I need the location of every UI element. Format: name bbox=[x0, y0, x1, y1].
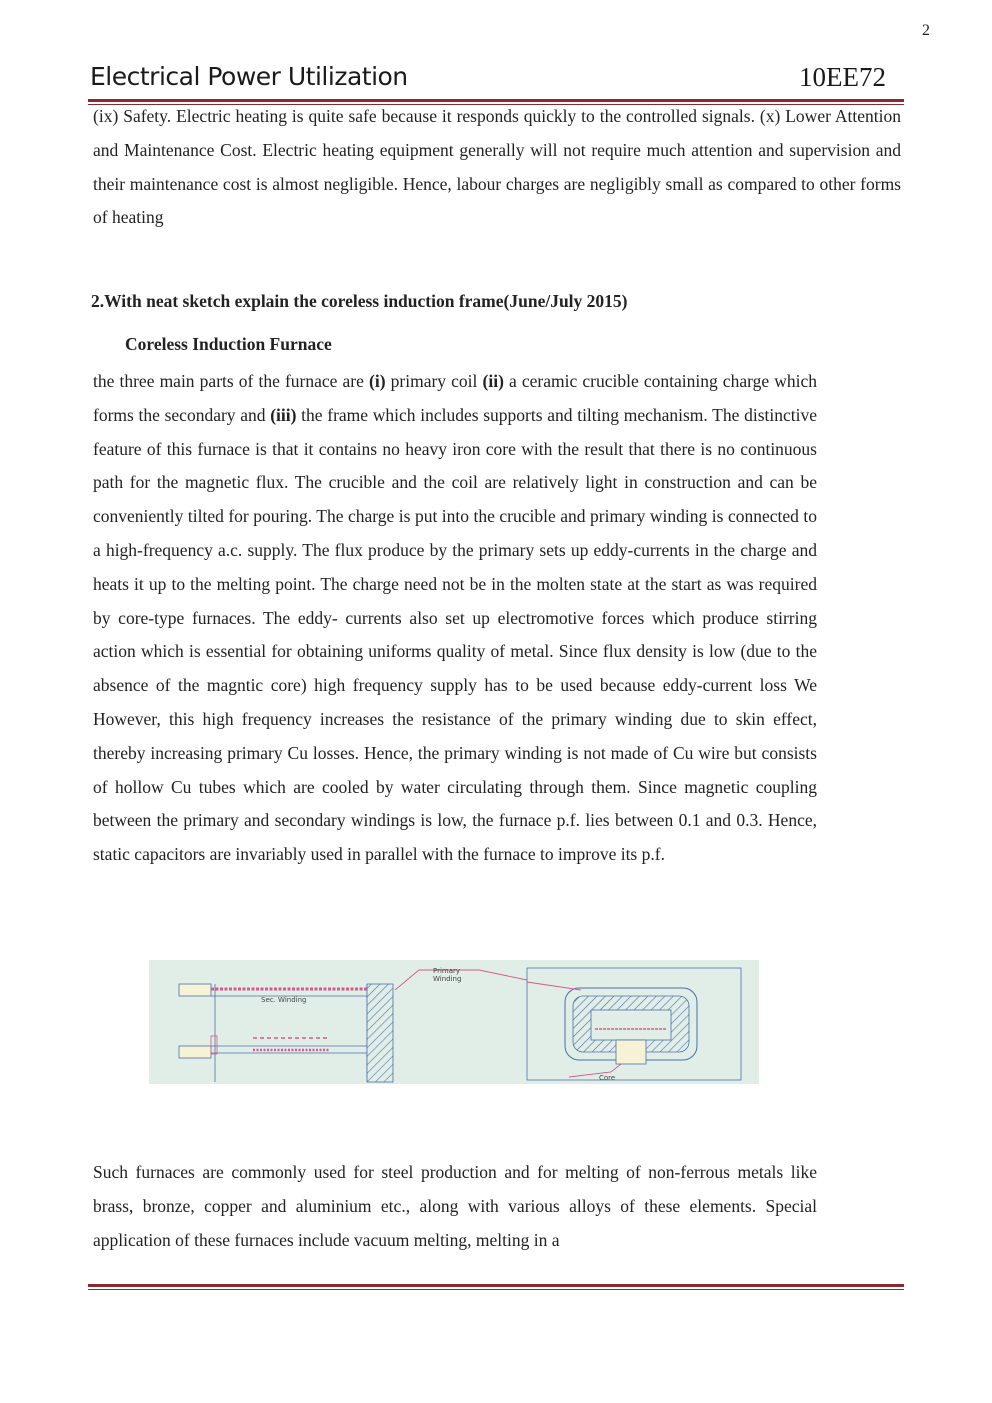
header-title: Electrical Power Utilization bbox=[90, 62, 408, 91]
footer-divider bbox=[88, 1284, 904, 1290]
sec-winding-label: Sec. Winding bbox=[261, 996, 307, 1004]
body-text: the frame which includes supports and tilting mechanism. The distinctive feature of this furnace is that it contains no heavy iron core with the result that there is no continuous path for the magnetic flux. The crucible and the coil are relatively light in construction and can be conveniently tilted for pouring. The charge is put into the crucible and primary winding is connected to a high-frequency a.c. supply. The flux produce by the primary sets up eddy-currents in the charge and heats it up to the melting point. The charge need not be in the molten state at the start as was required by core-type furnaces. The eddy- currents also set up electromotive forces which produce stirring action which is essential for obtaining uniforms quality of metal. Since flux density is low (due to the absence of the magntic core) high frequency supply has to be used because eddy-current loss We However, this high frequency increases the resistance of the primary winding due to skin effect, thereby increasing primary Cu losses. Hence, the primary winding is not made of Cu wire but consists of hollow Cu tubes which are cooled by water circulating through them. Since magnetic coupling between the primary and secondary windings is low, the furnace p.f. lies between 0.1 and 0.3. Hence, static capacitors are invariably used in parallel with the furnace to improve its p.f. bbox=[93, 404, 817, 865]
body-paragraph bbox=[93, 365, 817, 872]
top-terminal bbox=[179, 984, 211, 996]
furnace-sketch bbox=[149, 960, 759, 1084]
part-marker: (iii) bbox=[270, 404, 297, 425]
closing-paragraph: Such furnaces are commonly used for steel production and for melting of non-ferrous metals like brass, bronze, copper and aluminium etc., along with various alloys of these elements. Special application of these furnaces include vacuum melting, melting in a bbox=[93, 1162, 817, 1250]
core-block bbox=[616, 1040, 646, 1064]
body-text: a ceramic crucible containing charge which forms the secondary and bbox=[93, 371, 818, 425]
section-title: Coreless Induction Furnace bbox=[125, 334, 332, 354]
body-text: the three main parts of the furnace are bbox=[93, 371, 370, 391]
body-text: primary coil bbox=[385, 371, 483, 391]
question-heading: 2.With neat sketch explain the coreless induction frame(June/July 2015) bbox=[91, 291, 628, 311]
primary-label: Primary bbox=[433, 967, 461, 975]
intro-paragraph: (ix) Safety. Electric heating is quite safe because it responds quickly to the controlled signals. (x) Lower Attention and Maintenance Cost. Electric heating equipment generally will not require much attention and supervision and their maintenance cost is almost negligible. Hence, labour charges are negligibly small as compared to other forms of heating bbox=[93, 106, 901, 228]
bottom-terminal bbox=[179, 1046, 211, 1058]
course-code: 10EE72 bbox=[799, 62, 886, 92]
furnace-diagram bbox=[149, 960, 759, 1084]
page-number: 2 bbox=[922, 22, 930, 39]
core-label: Core bbox=[599, 1074, 616, 1082]
part-marker: (i) bbox=[369, 371, 386, 391]
coil-wall bbox=[367, 984, 393, 1082]
part-marker: (ii) bbox=[482, 371, 504, 391]
crucible-interior bbox=[591, 1010, 671, 1040]
page-header bbox=[90, 62, 890, 98]
winding-label: Winding bbox=[433, 975, 462, 983]
